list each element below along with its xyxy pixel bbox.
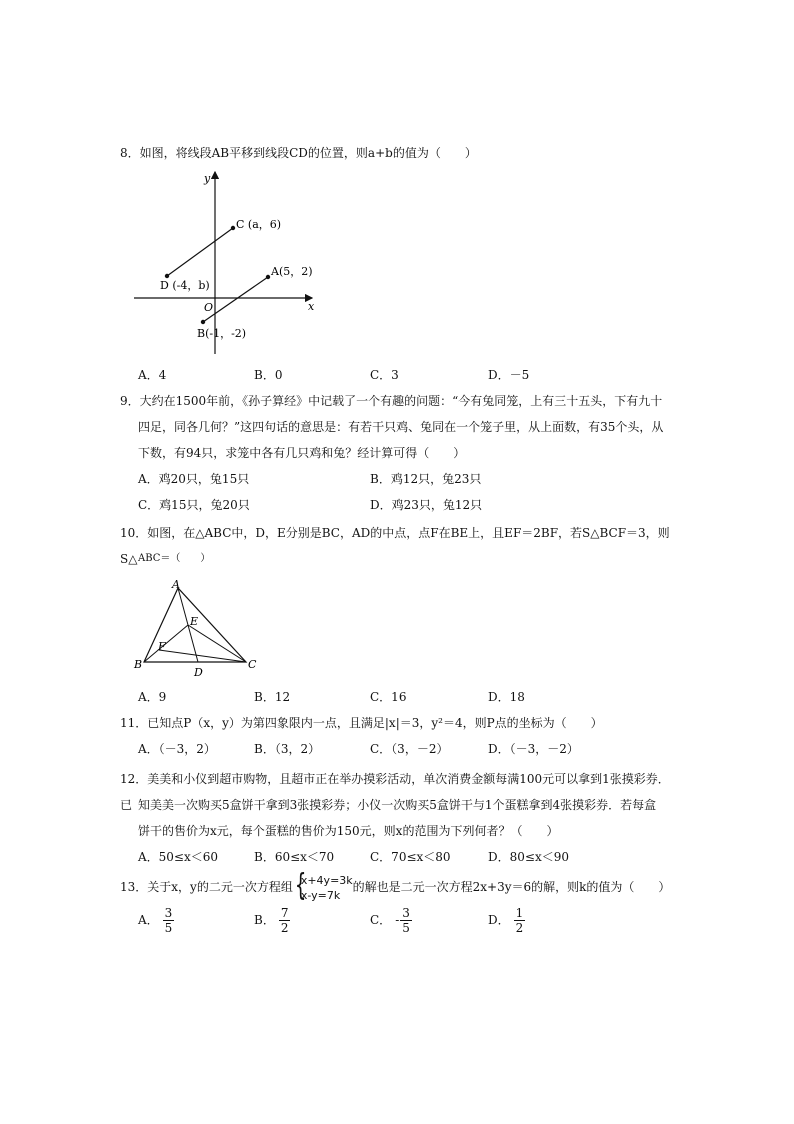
question-8: [120, 140, 680, 166]
q11-option-c[interactable]: C．（3，－2）: [370, 742, 449, 756]
q8-option-a[interactable]: A．4: [138, 368, 167, 382]
question-9-line-2: 四足，同各几何？”这四句话的意思是：有若干只鸡、兔同在一个笼子里，从上面数，有35个头，从: [138, 420, 664, 434]
segment-ab: [203, 277, 268, 322]
q13-option-d-letter: D．: [488, 913, 510, 927]
question-8-stem: 8．如图，将线段AB平移到线段CD的位置，则a+b的值为（ ）: [120, 146, 477, 160]
question-8-options: [120, 362, 680, 388]
q13-option-c-sign: -: [395, 913, 400, 927]
q13-option-d[interactable]: [488, 906, 525, 935]
question-13-stem: [120, 872, 680, 902]
question-11: [120, 710, 680, 762]
question-9: [120, 388, 680, 518]
q9-option-b[interactable]: B．鸡12只，兔23只: [370, 472, 482, 486]
q10-triangle-figure: [132, 578, 267, 680]
q13-option-b[interactable]: [254, 906, 290, 935]
question-10-line-1: 10．如图，在△ABC中，D，E分别是BC，AD的中点，点F在BE上，且EF＝2BF，若S△BCF＝3，则S△: [120, 526, 670, 566]
label-b: B: [134, 658, 143, 671]
label-d: D: [194, 666, 203, 679]
q9-option-d[interactable]: D．鸡23只，兔12只: [370, 498, 483, 512]
equation-system: [293, 873, 353, 903]
origin-label: O: [204, 301, 214, 314]
numerator: 3: [164, 906, 173, 920]
segment-cd: [167, 228, 233, 276]
label-c: C: [248, 658, 257, 671]
question-10-line-2: ABC＝（ ）: [138, 553, 211, 564]
label-f: F: [158, 640, 166, 653]
q10-option-a[interactable]: A．9: [138, 690, 167, 704]
question-9-line-3: 下数，有94只，求笼中各有几只鸡和兔？经计算可得（ ）: [138, 446, 466, 460]
fraction: [400, 906, 412, 935]
question-12: [120, 766, 680, 870]
fraction: [514, 906, 526, 935]
question-12-line-1: 12．美美和小仪到超市购物，且超市正在举办摸彩活动，单次消费金额每满100元可以拿到1张摸彩券．已: [120, 772, 670, 812]
fraction: [279, 906, 291, 935]
q12-option-c[interactable]: C．70≤x＜80: [370, 850, 451, 864]
q10-option-c[interactable]: C．16: [370, 690, 407, 704]
point-b: [201, 320, 205, 324]
y-axis-label: y: [204, 172, 211, 185]
q12-option-a[interactable]: A．50≤x＜60: [138, 850, 219, 864]
q10-option-d[interactable]: D．18: [488, 690, 525, 704]
q12-option-b[interactable]: B．60≤x＜70: [254, 850, 335, 864]
denominator: 2: [515, 921, 524, 935]
q13-option-a-letter: A．: [138, 913, 159, 927]
q11-option-b[interactable]: B．（3，2）: [254, 742, 321, 756]
label-a: A: [172, 578, 180, 591]
q12-option-d[interactable]: D．80≤x＜90: [488, 850, 569, 864]
question-13-stem-b: 的解也是二元一次方程2x+3y＝6的解，则k的值为（ ）: [352, 880, 671, 894]
q9-option-c[interactable]: C．鸡15只，兔20只: [138, 498, 250, 512]
q8-coordinate-figure: [130, 168, 330, 360]
equation-2: x-y=7k: [300, 888, 341, 902]
equation-1: { x+4y=3k: [300, 873, 353, 887]
x-axis-label: x: [308, 300, 315, 313]
question-13-stem-a: 13．关于x，y的二元一次方程组: [120, 880, 293, 894]
label-c: C (a，6): [236, 218, 282, 231]
numerator: 3: [402, 906, 410, 920]
numerator: 7: [280, 906, 289, 920]
point-a: [266, 275, 270, 279]
segment-be: [144, 625, 188, 662]
point-c: [231, 226, 235, 230]
q13-option-c-letter: C．: [370, 913, 392, 927]
denominator: 5: [164, 921, 173, 935]
q11-option-a[interactable]: A．（－3，2）: [138, 742, 216, 756]
fraction: [163, 906, 175, 935]
q11-option-d[interactable]: D．（－3，－2）: [488, 742, 579, 756]
denominator: 2: [280, 921, 289, 935]
q13-option-a[interactable]: [138, 906, 174, 935]
q9-option-a[interactable]: A．鸡20只，兔15只: [138, 472, 250, 486]
question-10: [120, 520, 680, 572]
question-10-options: [120, 684, 680, 710]
question-12-line-2: 知美美一次购买5盒饼干拿到3张摸彩券；小仪一次购买5盒饼干与1个蛋糕拿到4张摸彩券．若每盒: [138, 798, 657, 812]
question-12-line-3: 饼干的售价为x元，每个蛋糕的售价为150元，则x的范围为下列何者？（ ）: [138, 824, 559, 838]
question-13: [120, 872, 680, 946]
label-a: A(5，2): [271, 265, 313, 278]
numerator: 1: [515, 906, 524, 920]
denominator: 5: [402, 921, 410, 935]
q13-option-c[interactable]: [370, 906, 412, 935]
q8-option-c[interactable]: C．3: [370, 368, 399, 382]
q10-option-b[interactable]: B．12: [254, 690, 291, 704]
label-d: D (-4，b): [160, 279, 210, 292]
q8-option-d[interactable]: D．－5: [488, 368, 530, 382]
q13-option-b-letter: B．: [254, 913, 275, 927]
point-d: [165, 274, 169, 278]
q8-option-b[interactable]: B．0: [254, 368, 283, 382]
label-e: E: [190, 615, 199, 628]
label-b: B(-1，-2): [197, 327, 247, 340]
segment-cf: [159, 650, 246, 662]
question-11-stem: 11．已知点P（x，y）为第四象限内一点，且满足|x|＝3，y²＝4，则P点的坐标为（ ）: [120, 716, 603, 730]
question-9-line-1: 9．大约在1500年前，《孙子算经》中记载了一个有趣的问题：“今有兔同笼，上有三十五头，下有九十: [120, 394, 663, 408]
